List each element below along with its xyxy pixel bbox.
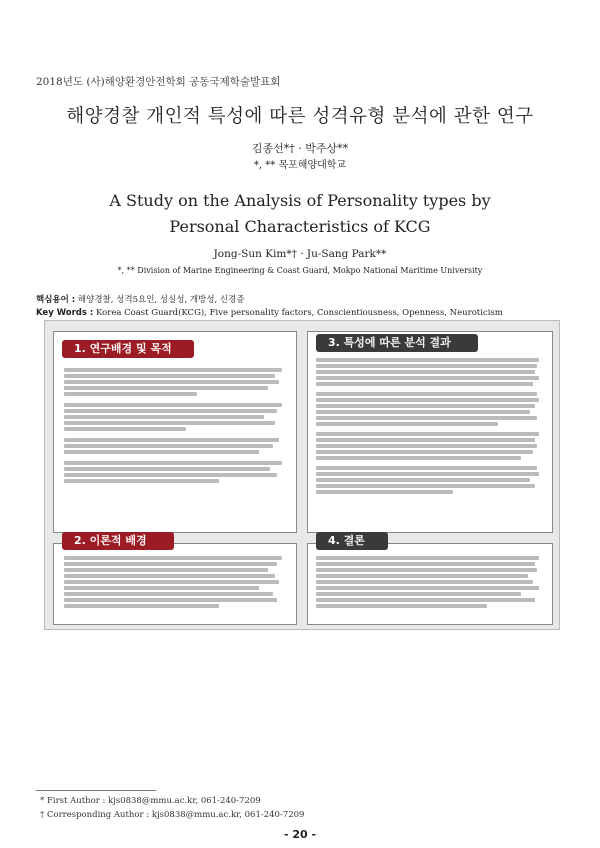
title-english-line2: Personal Characteristics of KCG	[169, 217, 431, 236]
keywords-english	[36, 308, 503, 318]
title-korean: 해양경찰 개인적 특성에 따른 성격유형 분석에 관한 연구	[66, 106, 534, 127]
conference-header: 2018년도 (사)해양환경안전학회 공동국제학술발표회	[36, 76, 281, 88]
authors-korean: 김종선*† · 박주상**	[251, 142, 349, 155]
section-3-header: 3. 특성에 따른 분석 결과	[316, 334, 478, 352]
section-2-body	[64, 556, 286, 620]
keywords-english-label: Key Words :	[36, 308, 94, 318]
poster-figure	[44, 320, 560, 630]
affiliation-korean: *, ** 목포해양대학교	[253, 160, 347, 171]
authors-english: Jong-Sun Kim*† · Ju-Sang Park**	[213, 248, 387, 260]
title-english-line1: A Study on the Analysis of Personality types by	[109, 191, 491, 210]
poster-panel-3	[307, 331, 553, 533]
section-1-body	[64, 368, 286, 528]
keywords-korean-text: 해양경찰, 성격5요인, 성실성, 개방성, 신경증	[77, 295, 245, 305]
title-english	[0, 188, 600, 240]
keywords-english-text: Korea Coast Guard(KCG), Five personality factors, Conscientiousness, Openness, Neuroticism	[96, 308, 503, 318]
footnote-first-author: * First Author : kjs0838@mmu.ac.kr, 061-240-7209	[40, 796, 261, 806]
section-2-header: 2. 이론적 배경	[62, 532, 174, 550]
footnote-rule	[36, 790, 156, 791]
affiliation-english: *, ** Division of Marine Engineering & Coast Guard, Mokpo National Maritime University	[117, 266, 483, 275]
keywords-korean	[36, 293, 245, 305]
section-4-body	[316, 556, 544, 620]
poster-panel-2	[53, 534, 297, 625]
poster-panel-4	[307, 534, 553, 625]
section-3-body	[316, 358, 544, 528]
section-1-header: 1. 연구배경 및 목적	[62, 340, 194, 358]
page-number: - 20 -	[283, 828, 317, 841]
section-4-header: 4. 결론	[316, 532, 388, 550]
keywords-korean-label: 핵심용어 :	[36, 295, 76, 305]
poster-panel-1	[53, 331, 297, 533]
footnote-corresponding-author: † Corresponding Author : kjs0838@mmu.ac.kr, 061-240-7209	[40, 810, 305, 820]
